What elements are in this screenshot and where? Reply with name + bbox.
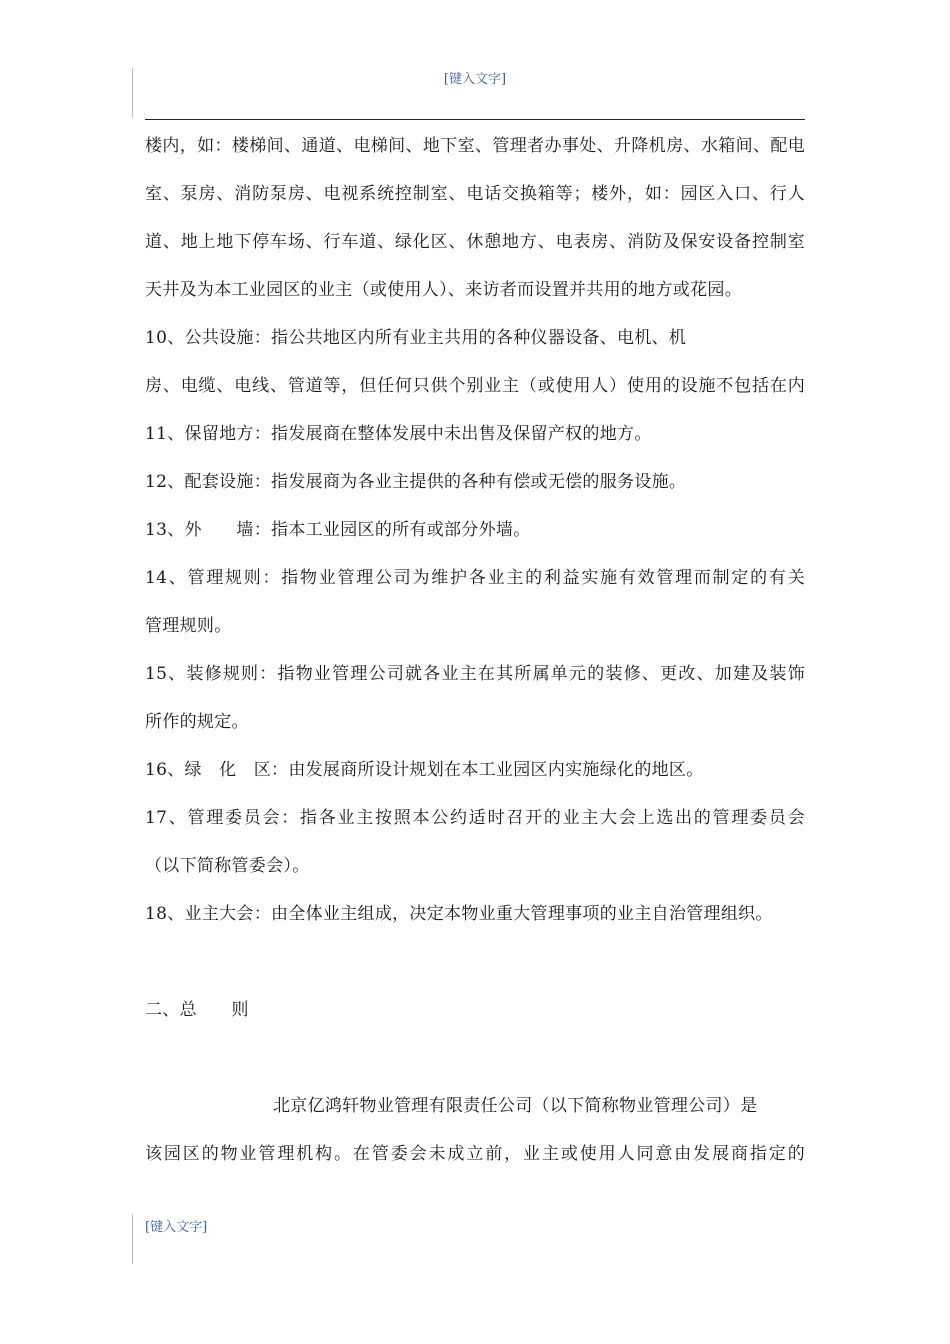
body-line: 10、公共设施：指公共地区内所有业主共用的各种仪器设备、电机、机 <box>145 328 687 348</box>
document-body <box>145 129 815 1185</box>
body-line: 房、电缆、电线、管道等，但任何只供个别业主（或使用人）使用的设施不包括在内 <box>145 376 805 396</box>
body-line: 12、配套设施：指发展商为各业主提供的各种有偿或无偿的服务设施。 <box>145 472 687 492</box>
body-line: 16、绿 化 区：由发展商所设计规划在本工业园区内实施绿化的地区。 <box>145 760 704 780</box>
body-line: 楼内，如：楼梯间、通道、电梯间、地下室、管理者办事处、升降机房、水箱间、配电 <box>145 136 805 156</box>
blank-line <box>145 1041 815 1089</box>
body-line: 道、地上地下停车场、行车道、绿化区、休憩地方、电表房、消防及保安设备控制室 <box>145 232 805 252</box>
header-placeholder[interactable]: [键入文字] <box>443 72 507 87</box>
body-line: 15、装修规则：指物业管理公司就各业主在其所属单元的装修、更改、加建及装饰 <box>145 664 805 684</box>
section-heading: 二、总 则 <box>145 1000 249 1020</box>
paragraph-line: 该园区的物业管理机构。在管委会未成立前，业主或使用人同意由发展商指定的 <box>145 1144 805 1164</box>
body-line: 室、泵房、消防泵房、电视系统控制室、电话交换箱等；楼外，如：园区入口、行人 <box>145 184 805 204</box>
margin-mark-bottom <box>132 1214 133 1264</box>
footer-placeholder[interactable]: [键入文字] <box>145 1220 208 1235</box>
body-line: 18、业主大会：由全体业主组成，决定本物业重大管理事项的业主自治管理组织。 <box>145 904 773 924</box>
body-line: 天井及为本工业园区的业主（或使用人）、来访者而设置并共用的地方或花园。 <box>145 280 742 300</box>
body-line: 14、管理规则：指物业管理公司为维护各业主的利益实施有效管理而制定的有关 <box>145 568 805 588</box>
body-line: （以下简称管委会）。 <box>145 856 310 876</box>
body-line: 11、保留地方：指发展商在整体发展中未出售及保留产权的地方。 <box>145 424 652 444</box>
body-line: 13、外 墙：指本工业园区的所有或部分外墙。 <box>145 520 531 540</box>
body-line: 所作的规定。 <box>145 712 249 732</box>
paragraph-line: 北京亿鸿轩物业管理有限责任公司（以下简称物业管理公司）是 <box>273 1096 758 1116</box>
body-line: 管理规则。 <box>145 616 232 636</box>
body-line: 17、管理委员会：指各业主按照本公约适时召开的业主大会上选出的管理委员会 <box>145 808 805 828</box>
blank-line <box>145 945 815 993</box>
header-rule <box>145 119 805 120</box>
